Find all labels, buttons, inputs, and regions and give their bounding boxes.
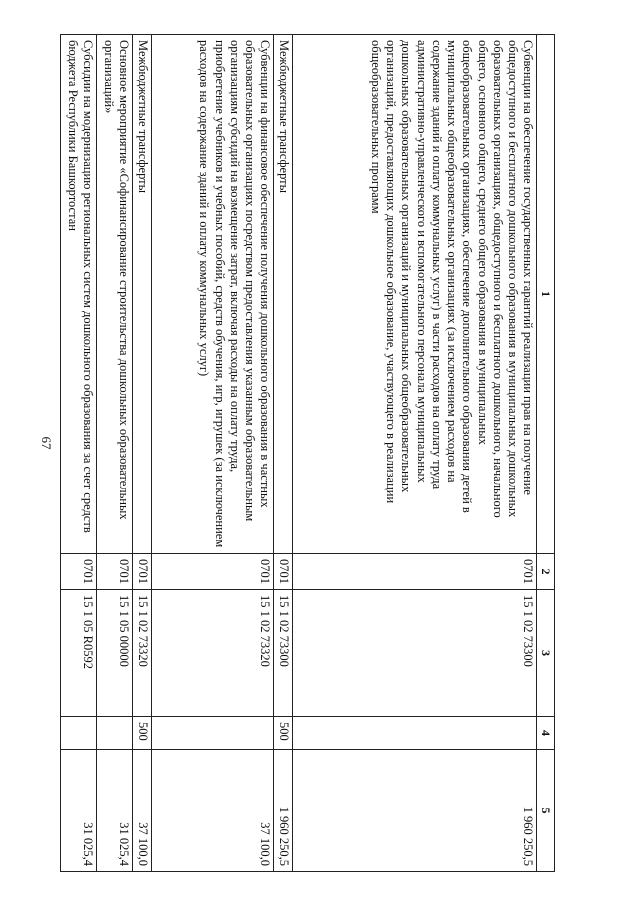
row-amount: 31 025,4 — [97, 750, 133, 872]
row-name: Субвенции на финансовое обеспечение получения дошкольного образования в частных образовательных организациях посредством предоставления указанным образовательным организациям субсидий на возмещение затрат, включая расходы на оплату труда, приобретение учебников и учебных пособий, средств обучения, игр, игрушек (за исключением расходов на содержание зданий и оплату коммунальных услуг) — [152, 35, 274, 554]
row-name: Субвенции на обеспечение государственных гарантий реализации прав на получение общедоступного и бесплатного дошкольного образования в муниципальных дошкольных образовательных организациях, общедоступного и бесплатного дошкольного, начального общего, основного общего, среднего общего образования в муниципальных общеобразовательных организациях, обеспечение дополнительного образования детей в муниципальных общеобразовательных организациях (за исключением расходов на содержание зданий и оплату коммунальных услуг) в части расходов на оплату труда административно-управленческого и вспомогательного персонала муниципальных дошкольных образовательных организаций и муниципальных общеобразовательных организаций, предоставляющих дошкольное образование, участвующего в реализации общеобразовательных программ — [293, 35, 537, 554]
header-col-1: 1 — [537, 35, 555, 554]
row-amount: 1 960 250,5 — [274, 750, 293, 872]
header-col-5: 5 — [537, 750, 555, 872]
row-type — [293, 717, 537, 750]
row-name: Основное мероприятие «Софинансирование строительства дошкольных образовательных организаций» — [97, 35, 133, 554]
row-code: 15 1 02 73300 — [293, 590, 537, 717]
row-amount: 37 100,0 — [133, 750, 152, 872]
table-row — [152, 35, 274, 872]
header-col-3: 3 — [537, 590, 555, 717]
table-header-row — [537, 35, 555, 872]
row-code: 15 1 02 73300 — [274, 590, 293, 717]
row-section: 0701 — [274, 554, 293, 590]
row-section: 0701 — [97, 554, 133, 590]
row-type — [97, 717, 133, 750]
row-type — [152, 717, 274, 750]
row-name: Межбюджетные трансферты — [133, 35, 152, 554]
row-code: 15 1 05 00000 — [97, 590, 133, 717]
budget-table-frame — [66, 34, 555, 871]
row-section: 0701 — [133, 554, 152, 590]
page-number: 67 — [39, 436, 54, 450]
row-code: 15 1 02 73320 — [152, 590, 274, 717]
row-type — [61, 717, 97, 750]
row-name: Межбюджетные трансферты — [274, 35, 293, 554]
row-section: 0701 — [61, 554, 97, 590]
table-row — [97, 35, 133, 872]
row-type: 500 — [274, 717, 293, 750]
row-name: Субсидии на модернизацию региональных систем дошкольного образования за счет средств бюджета Республики Башкортостан — [61, 35, 97, 554]
row-amount: 1 960 250,5 — [293, 750, 537, 872]
table-row — [61, 35, 97, 872]
rotated-table-container — [66, 34, 555, 871]
header-col-2: 2 — [537, 554, 555, 590]
row-code: 15 1 05 R0592 — [61, 590, 97, 717]
table-row — [133, 35, 152, 872]
table-row — [293, 35, 537, 872]
table-row — [274, 35, 293, 872]
budget-table — [60, 34, 555, 872]
row-code: 15 1 02 73320 — [133, 590, 152, 717]
row-amount: 31 025,4 — [61, 750, 97, 872]
row-section: 0701 — [152, 554, 274, 590]
row-section: 0701 — [293, 554, 537, 590]
row-amount: 37 100,0 — [152, 750, 274, 872]
row-type: 500 — [133, 717, 152, 750]
header-col-4: 4 — [537, 717, 555, 750]
